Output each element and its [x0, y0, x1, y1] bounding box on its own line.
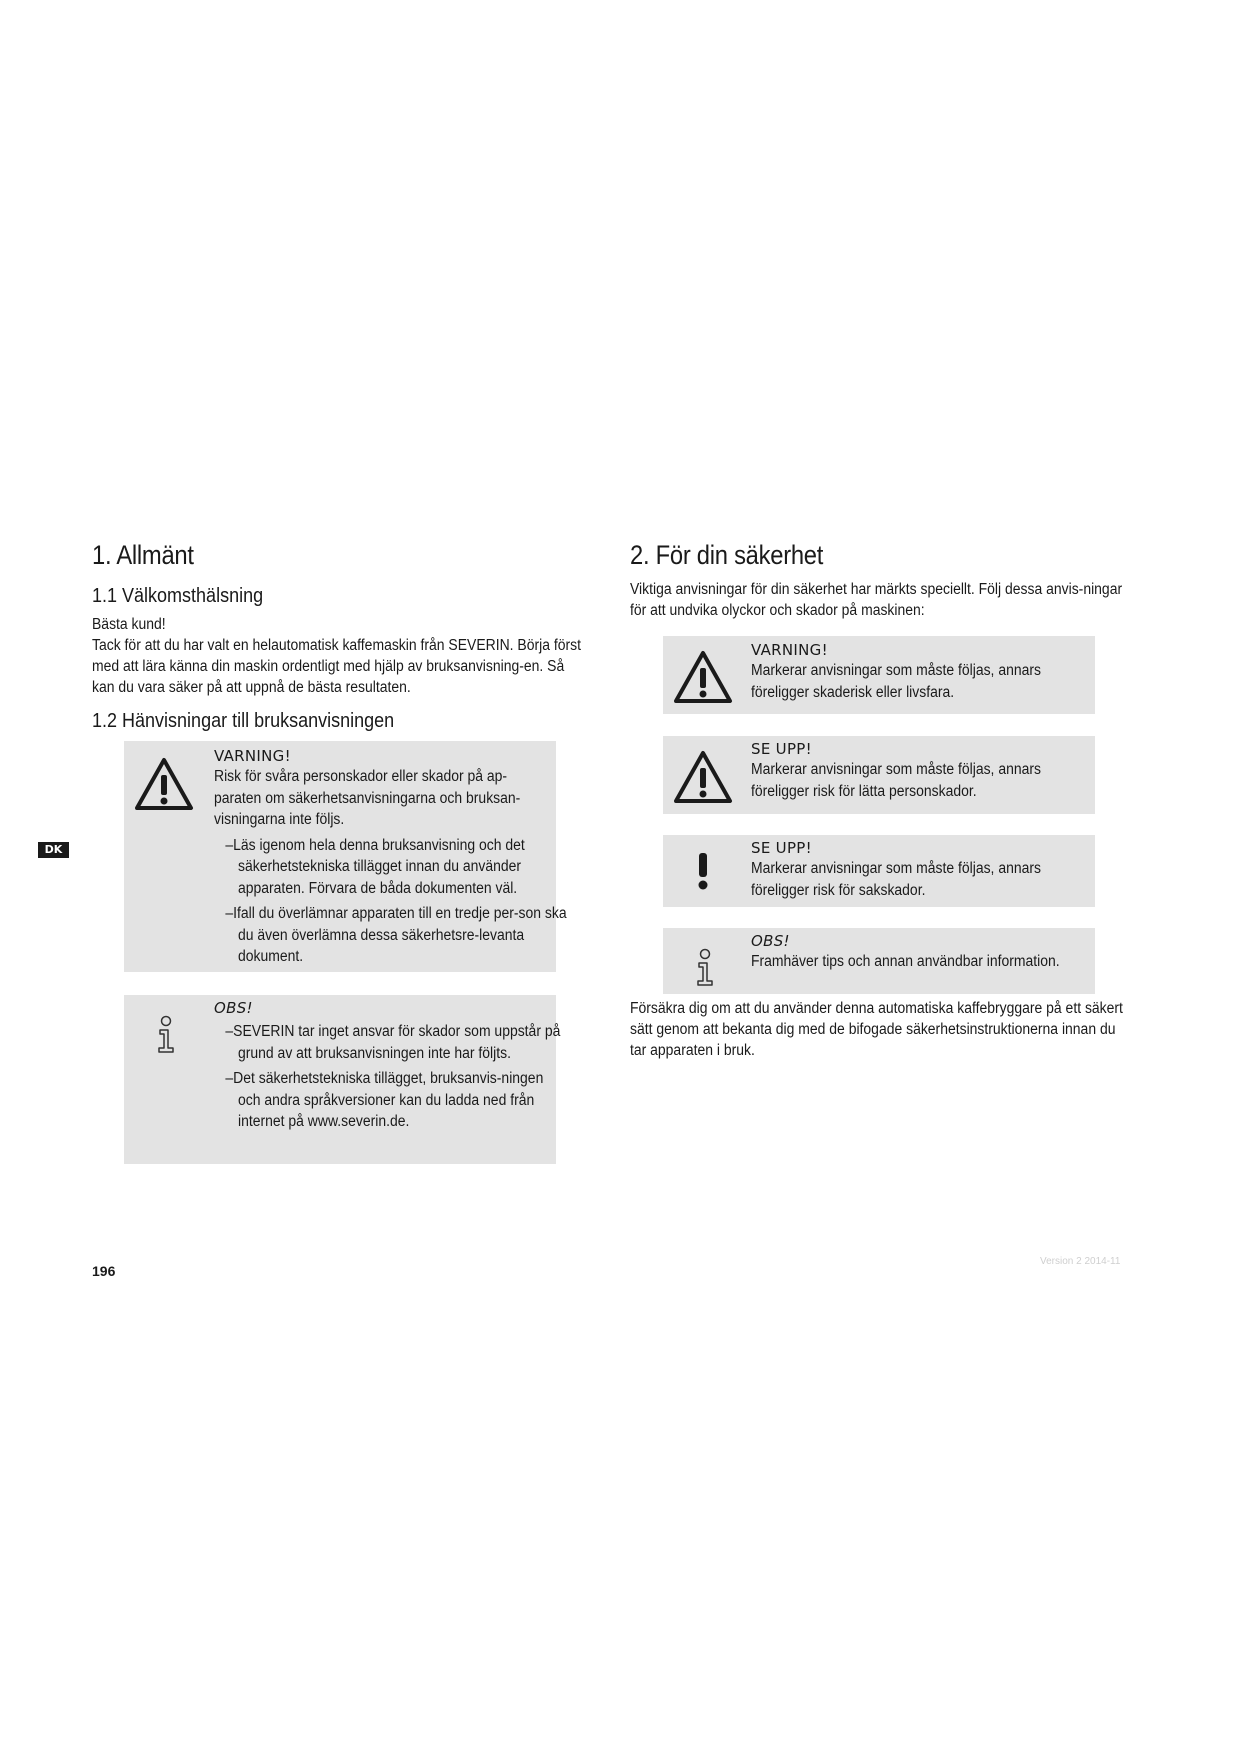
legend-obs-box — [663, 928, 1095, 994]
safety-outro-text: Försäkra dig om att du använder denna automatiska kaffebryggare på ett säkert sätt genom att bekanta dig med de bifogade säkerhetsinstruktionerna innan du tar apparaten i bruk. — [630, 1000, 1123, 1059]
intro-text: Tack för att du har valt en helautomatisk kaffemaskin från SEVERIN. Börja först med att lära känna din maskin ordentligt med hjälp av bruksanvisning-en. Så kan du vara säker på att uppnå de bästa resultaten. — [92, 637, 581, 696]
page-number: 196 — [92, 1263, 116, 1279]
info-icon — [693, 948, 717, 993]
legend-label: VARNING! — [751, 641, 828, 659]
warning-text: Risk för svåra personskador eller skador på ap-paraten om säkerhetsanvisningarna och bruksan-visningarna inte följs. — [214, 768, 521, 828]
info-icon — [154, 1015, 178, 1060]
obs-box — [124, 995, 561, 1164]
section-1-1-heading: 1.1 Välkomsthälsning — [92, 585, 264, 607]
language-tab: DK — [38, 842, 69, 858]
legend-warning-box — [663, 636, 1095, 714]
legend-label: SE UPP! — [751, 839, 812, 857]
safety-intro-text: Viktiga anvisningar för din säkerhet har märkts speciellt. Följ dessa anvis-ningar för att undvika olyckor och skador på maskinen: — [630, 581, 1123, 619]
legend-caution-personal-box — [663, 736, 1095, 814]
warning-box — [124, 741, 567, 972]
obs-bullet: –Det säkerhetstekniska tillägget, bruksanvis-ningen och andra språkversioner kan du ladda ned från internet på www.severin.de. — [225, 1070, 544, 1130]
legend-text: Markerar anvisningar som måste följas, annars föreligger skaderisk eller livsfara. — [751, 662, 1041, 701]
warning-label: VARNING! — [214, 747, 291, 765]
legend-label: SE UPP! — [751, 740, 812, 758]
exclamation-icon — [695, 851, 711, 896]
obs-label: OBS! — [214, 999, 253, 1017]
warning-triangle-icon — [673, 750, 733, 809]
right-column — [630, 540, 1130, 621]
section-1-2-heading: 1.2 Hänvisningar till bruksanvisningen — [92, 710, 395, 732]
version-text: Version 2 2014-11 — [1040, 1256, 1121, 1267]
warning-triangle-icon — [134, 757, 194, 816]
left-column — [92, 540, 582, 739]
legend-label: OBS! — [751, 932, 790, 950]
section-1-heading: 1. Allmänt — [92, 540, 194, 570]
warning-bullet: –Läs igenom hela denna bruksanvisning och det säkerhetstekniska tillägget innan du använder apparaten. Förvara de båda dokumenten väl. — [225, 836, 525, 897]
legend-text: Markerar anvisningar som måste följas, annars föreligger risk för lätta personskador. — [751, 761, 1041, 800]
warning-triangle-icon — [673, 650, 733, 709]
legend-text: Framhäver tips och annan användbar information. — [751, 953, 1060, 970]
section-2-heading: 2. För din säkerhet — [630, 540, 824, 570]
legend-caution-property-box — [663, 835, 1095, 907]
greeting-text: Bästa kund! — [92, 616, 166, 633]
warning-bullet: –Ifall du överlämnar apparaten till en tredje per-son ska du även överlämna dessa säkerhetsre-levanta dokument. — [225, 905, 567, 965]
obs-bullet: –SEVERIN tar inget ansvar för skador som uppstår på grund av att bruksanvisningen inte har följts. — [225, 1023, 561, 1062]
legend-text: Markerar anvisningar som måste följas, annars föreligger risk för sakskador. — [751, 860, 1041, 899]
